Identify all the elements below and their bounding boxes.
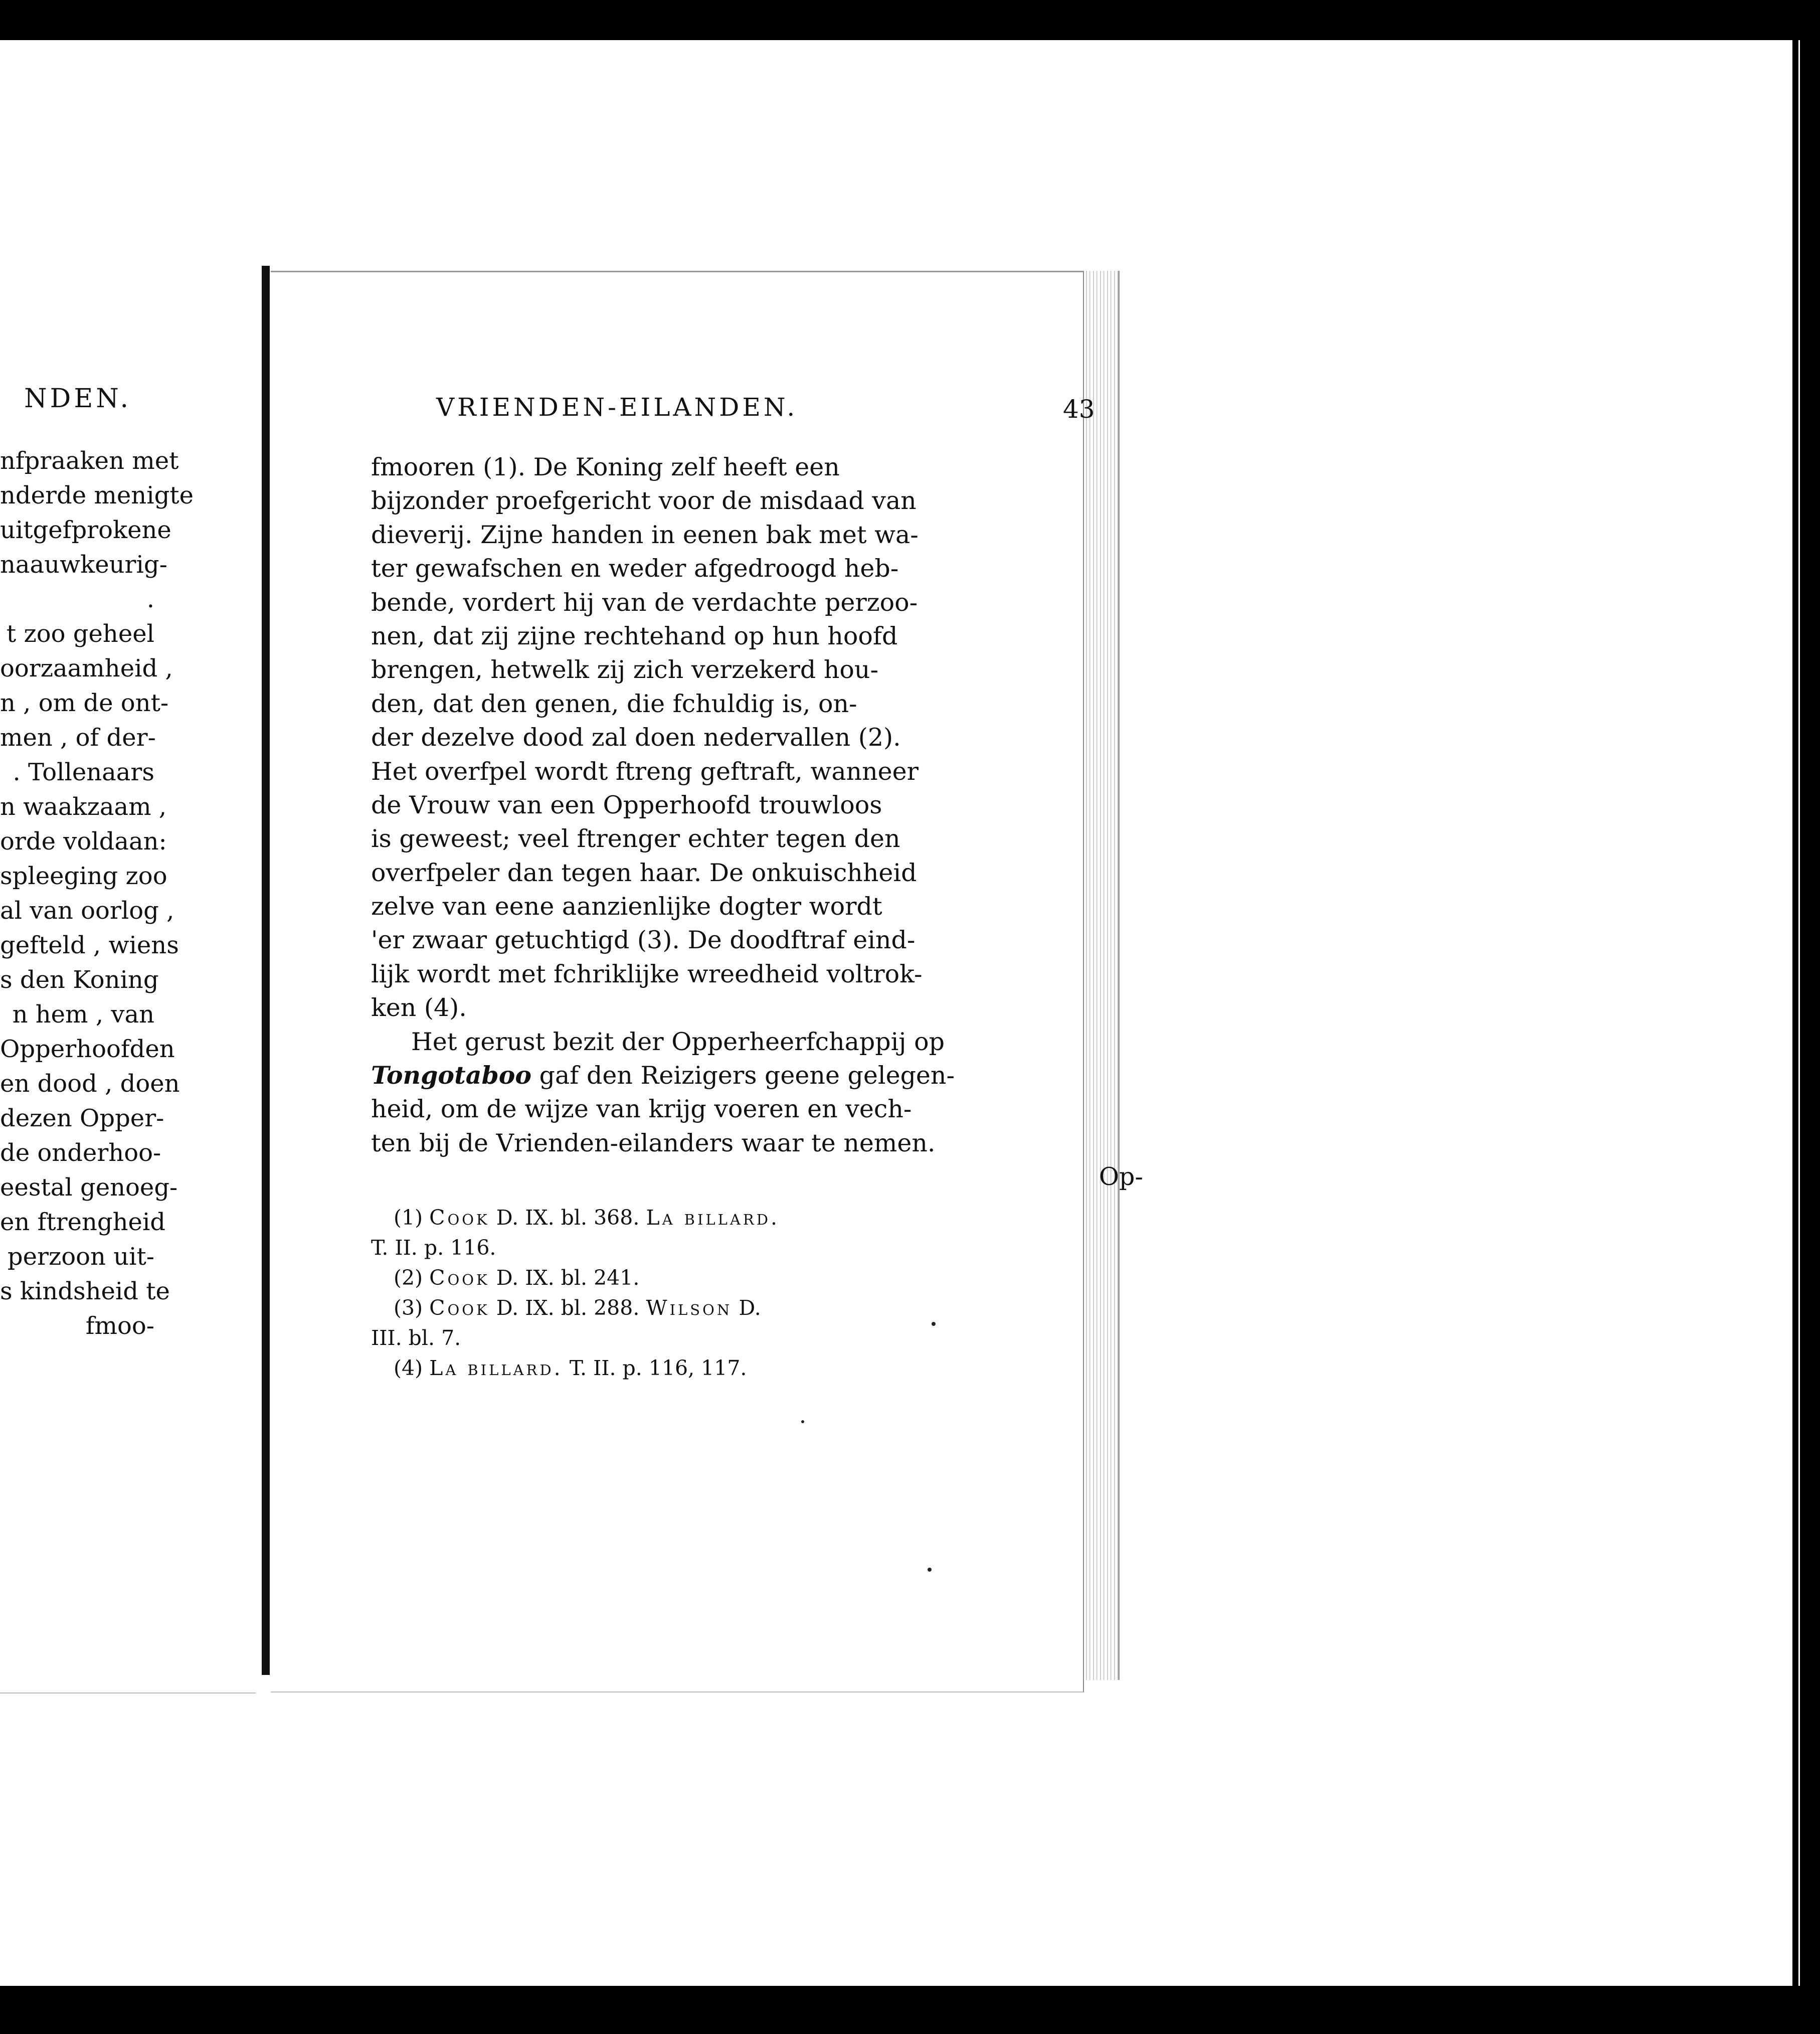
- footnote-marker: (1): [394, 1206, 423, 1230]
- author-name: Wilson: [646, 1296, 733, 1320]
- text-line: perzoon uit-: [7, 1243, 154, 1271]
- text-line: der dezelve dood zal doen nedervallen (2).: [371, 723, 901, 752]
- text-line: nfpraaken met: [0, 447, 179, 475]
- footnote-1-continued: T. II. p. 116.: [371, 1236, 496, 1260]
- text-line: fmoo-: [85, 1312, 154, 1340]
- text-line: . Tollenaars: [13, 758, 154, 786]
- footnote-1: [371, 1203, 1153, 1233]
- left-running-head: NDEN.: [24, 384, 131, 414]
- footnote-4: [371, 1353, 1153, 1383]
- footnote-marker: (2): [394, 1266, 423, 1290]
- text-line: de onderhoo-: [0, 1139, 161, 1167]
- footnote-marker: (3): [394, 1296, 423, 1320]
- dust-speck: [932, 1322, 936, 1326]
- text-line: en ftrengheid: [0, 1208, 166, 1236]
- text-line: ten bij de Vrienden-eilanders waar te nemen.: [371, 1128, 936, 1157]
- text-line: ken (4).: [371, 993, 467, 1023]
- dust-speck: [801, 1420, 804, 1423]
- text-line: dezen Opper-: [0, 1104, 164, 1132]
- text-line: n , om de ont-: [0, 689, 169, 717]
- author-name: Cook: [429, 1296, 490, 1320]
- footnote-2: [371, 1263, 1153, 1293]
- text-line: bijzonder proefgericht voor de misdaad van: [371, 486, 917, 516]
- text-line: nderde menigte: [0, 481, 194, 510]
- citation: D.: [732, 1296, 761, 1320]
- right-page: [271, 271, 1143, 1692]
- text-line: men , of der-: [0, 724, 156, 752]
- text-line: orde voldaan:: [0, 827, 167, 856]
- text-line: gefteld , wiens: [0, 931, 179, 959]
- catchword: Op-: [1099, 1162, 1143, 1192]
- text-line: Het gerust bezit der Opperheerfchappij op: [411, 1027, 945, 1056]
- citation: T. II. p. 116, 117.: [563, 1356, 747, 1380]
- page-number: 43: [1063, 395, 1095, 424]
- text-line: .: [146, 585, 154, 613]
- left-page: [0, 258, 256, 1693]
- text-span: gaf den Reizigers geene gelegen-: [531, 1061, 955, 1090]
- author-name: La billard.: [646, 1206, 780, 1230]
- text-line: brengen, hetwelk zij zich verzekerd hou-: [371, 655, 879, 685]
- text-line: heid, om de wijze van krijg voeren en vech-: [371, 1095, 912, 1124]
- text-line: is geweest; veel ftrenger echter tegen den: [371, 824, 900, 854]
- text-line: Het overfpel wordt ftreng geftraft, wanneer: [371, 757, 919, 786]
- text-line: nen, dat zij zijne rechtehand op hun hoofd: [371, 621, 898, 650]
- text-line: fmooren (1). De Koning zelf heeft een: [371, 453, 840, 481]
- footnote-3-continued: III. bl. 7.: [371, 1326, 461, 1350]
- text-line: t zoo geheel: [6, 620, 154, 648]
- text-line: uitgefprokene: [0, 516, 171, 544]
- text-line: n waakzaam ,: [0, 793, 167, 821]
- text-line: overfpeler dan tegen haar. De onkuischheid: [371, 858, 917, 887]
- text-line: bende, vordert hij van de verdachte perzoo-: [371, 588, 918, 617]
- text-line: s den Koning: [0, 966, 159, 994]
- text-line: al van oorlog ,: [0, 897, 174, 925]
- author-name: Cook: [429, 1266, 490, 1290]
- author-name: La billard.: [429, 1356, 563, 1380]
- text-line: ter gewafschen en weder afgedroogd heb-: [371, 554, 899, 583]
- text-line: naauwkeurig-: [0, 551, 167, 579]
- citation: D. IX. bl. 368.: [489, 1206, 646, 1230]
- left-page-text: [0, 444, 194, 1343]
- text-line: de Vrouw van een Opperhoofd trouwloos: [371, 790, 882, 819]
- text-line: den, dat den genen, die fchuldig is, on-: [371, 689, 857, 718]
- footnotes: [371, 1203, 1153, 1383]
- text-line: 'er zwaar getuchtigd (3). De doodftraf eind-: [371, 926, 916, 955]
- text-line: lijk wordt met fchriklijke wreedheid voltrok-: [371, 959, 923, 988]
- text-line: s kindsheid te: [0, 1277, 170, 1305]
- footnote-3: [371, 1293, 1153, 1323]
- text-line: eestal genoeg-: [0, 1173, 178, 1202]
- book-spine: [262, 266, 270, 1675]
- footnote-marker: (4): [394, 1356, 423, 1380]
- body-text: [371, 450, 1153, 1194]
- text-line: zelve van eene aanzienlijke dogter wordt: [371, 892, 882, 921]
- text-line: Opperhoofden: [0, 1035, 175, 1063]
- scan-border: [1792, 40, 1798, 1986]
- running-head-title: VRIENDEN-EILANDEN.: [436, 393, 798, 422]
- text-line: spleeging zoo: [0, 862, 167, 890]
- text-line: [371, 1059, 1153, 1092]
- author-name: Cook: [429, 1206, 490, 1230]
- citation: D. IX. bl. 241.: [489, 1266, 640, 1290]
- text-line: en dood , doen: [0, 1070, 180, 1098]
- place-name-tongotaboo: Tongotaboo: [371, 1061, 532, 1090]
- text-line: dieverij. Zijne handen in eenen bak met wa-: [371, 520, 919, 549]
- text-line: n hem , van: [12, 1000, 154, 1029]
- citation: D. IX. bl. 288.: [489, 1296, 646, 1320]
- text-line: oorzaamheid ,: [0, 654, 173, 683]
- dust-speck: [928, 1568, 932, 1572]
